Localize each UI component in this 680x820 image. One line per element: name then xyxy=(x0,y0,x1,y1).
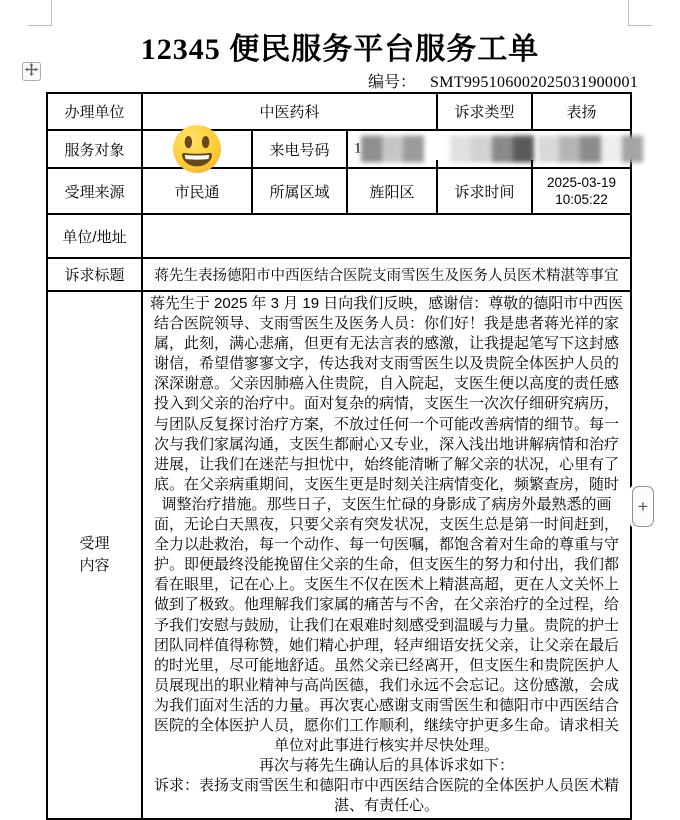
accept-source-value: 市民通 xyxy=(142,168,252,214)
table-row xyxy=(47,291,631,819)
grinning-face-emoji xyxy=(172,124,222,174)
handling-unit-label: 办理单位 xyxy=(47,93,142,130)
region-label: 所属区域 xyxy=(252,168,347,214)
table-row xyxy=(47,130,631,168)
page-boundary-mark-top-left xyxy=(28,0,52,26)
serial-label: 编号： xyxy=(368,74,417,91)
table-row xyxy=(47,214,631,258)
appeal-type-value: 表扬 xyxy=(532,93,631,130)
plus-icon: + xyxy=(638,496,648,516)
accept-content-label: 受理 内容 xyxy=(47,291,142,819)
handling-unit-value: 中医药科 xyxy=(142,93,437,130)
appeal-title-label: 诉求标题 xyxy=(47,258,142,291)
appeal-time-clock: 10:05:22 xyxy=(555,192,608,207)
move-cross-icon xyxy=(24,62,39,82)
accept-source-label: 受理来源 xyxy=(47,168,142,214)
table-row xyxy=(47,258,631,291)
cell-border-stub xyxy=(531,160,533,167)
caller-number-label: 来电号码 xyxy=(252,130,347,168)
unit-address-label: 单位/地址 xyxy=(47,214,142,258)
serial-value: SMT995106002025031900001 xyxy=(430,74,639,91)
serial-number xyxy=(368,69,638,92)
region-value: 旌阳区 xyxy=(347,168,437,214)
accept-content-value xyxy=(142,291,631,819)
add-row-button[interactable] xyxy=(632,486,654,527)
table-row xyxy=(47,93,631,130)
service-target-value xyxy=(142,130,252,168)
page-boundary-mark-top-right xyxy=(628,0,652,26)
work-order-table xyxy=(46,92,632,820)
content-paragraph: 再次与蒋先生确认后的具体诉求如下： xyxy=(259,757,515,775)
appeal-time-value xyxy=(532,168,631,214)
content-paragraph: 蒋先生于 2025 年 3 月 19 日向我们反映，感谢信：尊敬的德阳市中西医结合医院领导、支雨雪医生及医务人员：你们好！我是患者蒋光祥的家属，此刻，满心悲痛，但更有无法言表的感激，让我提起笔写下这封感谢信，希望借寥寥文字，传达我对支雨雪医生以及贵院全体医护人员的深深谢意。父亲因肺癌入住贵院，自入院起，支医生便以高度的责任感投入到父亲的治疗中。面对复杂的病情，支医生一次次仔细研究病历，与团队反复探讨治疗方案，不放过任何一个可能改善病情的细节。每一次与我们家属沟通，支医生都耐心又专业，深入浅出地讲解病情和治疗进展，让我们在迷茫与担忧中，始终能清晰了解父亲的状况，心里有了底。在父亲病重期间，支医生更是时刻关注病情变化，频繁查房，随时调整治疗措施。那些日子，支医生忙碌的身影成了病房外最熟悉的画面，无论白天黑夜，只要父亲有突发状况，支医生总是第一时间赶到，全力以赴救治，每一个动作、每一句医嘱，都饱含着对生命的尊重与守护。即便最终没能挽留住父亲的生命，但支医生的努力和付出，我们都看在眼里，记在心上。支医生不仅在医术上精湛高超，更在人文关怀上做到了极致。他理解我们家属的痛苦与不舍，在父亲治疗的全过程，给予我们安慰与鼓励，让我们在艰难时刻感受到温暖与力量。贵院的护士团队同样值得称赞，她们精心护理，轻声细语安抚父亲，让父亲在最后的时光里，尽可能地舒适。虽然父亲已经离开，但支医生和贵院医护人员展现出的职业精神与高尚医德，我们永远不会忘记。这份感激，会成为我们面对生活的力量。再次衷心感谢支雨雪医生和德阳市中西医结合医院的全体医护人员，愿你们工作顺利，继续守护更多生命。请求相关单位对此事进行核实并尽快处理。 xyxy=(149,295,624,755)
redaction-blur-block xyxy=(361,136,424,163)
service-target-label: 服务对象 xyxy=(47,130,142,168)
appeal-type-label: 诉求类型 xyxy=(437,93,532,130)
appeal-time-label: 诉求时间 xyxy=(437,168,532,214)
appeal-time-date: 2025-03-19 xyxy=(547,175,617,190)
cell-border-stub xyxy=(436,160,438,167)
page-title: 12345 便民服务平台服务工单 xyxy=(140,33,540,66)
caller-number-value xyxy=(347,130,631,168)
caller-number-prefix: 1 xyxy=(354,140,362,157)
appeal-title-value: 蒋先生表扬德阳市中西医结合医院支雨雪医生及医务人员医术精湛等事宜 xyxy=(142,258,631,291)
redaction-blur-block xyxy=(538,136,643,163)
table-row xyxy=(47,168,631,214)
unit-address-value xyxy=(142,214,631,258)
table-move-handle[interactable] xyxy=(22,62,41,81)
redaction-blur-block xyxy=(450,136,534,163)
content-paragraph: 诉求：表扬支雨雪医生和德阳市中西医结合医院的全体医护人员医术精湛、有责任心。 xyxy=(154,777,620,815)
